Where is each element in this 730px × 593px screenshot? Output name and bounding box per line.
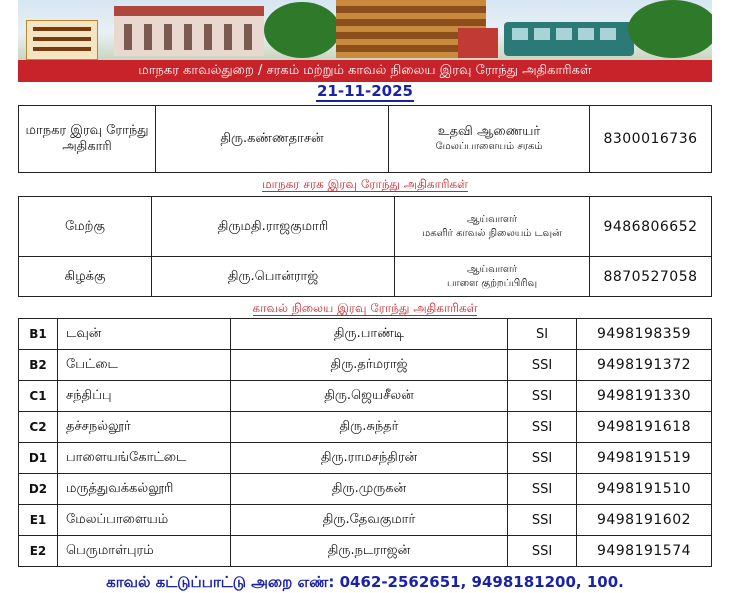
phone-number: 8300016736 <box>590 106 712 173</box>
station-name: பேட்டை <box>58 350 231 381</box>
police-logo-icon <box>26 20 98 60</box>
officer-name: திரு.ஜெயசீலன் <box>231 381 508 412</box>
table-row <box>19 381 712 412</box>
station-code: B2 <box>19 350 58 381</box>
officer-name: திரு.முருகன் <box>231 474 508 505</box>
header-banner-image <box>18 0 712 60</box>
tree-illustration <box>628 0 712 58</box>
station-code: E2 <box>19 536 58 567</box>
phone-number: 9498191574 <box>577 536 712 567</box>
station-officers-table <box>18 318 712 567</box>
station-name: தச்சநல்லூர் <box>58 412 231 443</box>
designation-cell <box>395 197 590 257</box>
location: மேலப்பாளையம் சரகம் <box>435 141 543 152</box>
officer-name: திரு.கண்ணதாசன் <box>156 106 389 173</box>
station-code: D2 <box>19 474 58 505</box>
table-row <box>19 106 712 173</box>
tree-illustration <box>264 2 340 58</box>
phone-number: 9498198359 <box>577 319 712 350</box>
officer-rank: SI <box>508 319 577 350</box>
phone-number: 9498191618 <box>577 412 712 443</box>
station-code: E1 <box>19 505 58 536</box>
building-illustration <box>114 6 264 56</box>
phone-number: 9498191602 <box>577 505 712 536</box>
station-name: பெருமாள்புரம் <box>58 536 231 567</box>
officer-rank: SSI <box>508 474 577 505</box>
section-title: காவல் நிலைய இரவு ரோந்து அதிகாரிகள் <box>252 301 478 315</box>
control-room-footer <box>0 573 730 593</box>
section-title: மாநகர சரக இரவு ரோந்து அதிகாரிகள் <box>262 177 468 191</box>
designation: ஆய்வாளர் <box>466 263 518 275</box>
officer-name: திரு.பாண்டி <box>231 319 508 350</box>
officer-name: திரு.பொன்ராஜ் <box>152 257 395 297</box>
officer-name: திரு.ராமசந்திரன் <box>231 443 508 474</box>
phone-number: 9498191510 <box>577 474 712 505</box>
designation-cell <box>395 257 590 297</box>
phone-number: 8870527058 <box>590 257 712 297</box>
station-code: D1 <box>19 443 58 474</box>
range-officers-table <box>18 196 712 297</box>
table-row <box>19 443 712 474</box>
officer-name: திரு.தர்மராஜ் <box>231 350 508 381</box>
station-name: டவுன் <box>58 319 231 350</box>
phone-number: 9498191372 <box>577 350 712 381</box>
table-row <box>19 319 712 350</box>
table-row <box>19 412 712 443</box>
table-row <box>19 505 712 536</box>
officer-rank: SSI <box>508 350 577 381</box>
city-officer-table <box>18 105 712 173</box>
location: பாளை குற்றப்பிரிவு <box>446 277 538 289</box>
footer-numbers: 0462-2562651, 9498181200, 100. <box>339 573 624 591</box>
officer-name: திரு.தேவகுமார் <box>231 505 508 536</box>
location: மகளிர் காவல் நிலையம் டவுன் <box>422 227 562 239</box>
station-name: சந்திப்பு <box>58 381 231 412</box>
officer-name: திரு.சுந்தர் <box>231 412 508 443</box>
phone-number: 9486806652 <box>590 197 712 257</box>
range-name: கிழக்கு <box>19 257 152 297</box>
sign-illustration <box>458 28 498 58</box>
station-code: B1 <box>19 319 58 350</box>
station-name: மேலப்பாளையம் <box>58 505 231 536</box>
designation: ஆய்வாளர் <box>466 213 518 225</box>
station-code: C2 <box>19 412 58 443</box>
officer-rank: SSI <box>508 381 577 412</box>
page-title: மாநகர காவல்துறை / சரகம் மற்றும் காவல் நிலைய இரவு ரோந்து அதிகாரிகள் <box>18 60 712 82</box>
range-name: மேற்கு <box>19 197 152 257</box>
designation: உதவி ஆணையர் <box>437 124 541 139</box>
officer-name: திரு.நடராஜன் <box>231 536 508 567</box>
report-date: 21-11-2025 <box>317 82 413 100</box>
table-row <box>19 474 712 505</box>
designation-cell <box>389 106 590 173</box>
officer-name: திருமதி.ராஜகுமாரி <box>152 197 395 257</box>
station-name: மருத்துவக்கல்லூரி <box>58 474 231 505</box>
table-row <box>19 197 712 257</box>
phone-number: 9498191330 <box>577 381 712 412</box>
footer-label: காவல் கட்டுப்பாட்டு அறை எண்: <box>106 573 335 591</box>
phone-number: 9498191519 <box>577 443 712 474</box>
officer-rank: SSI <box>508 443 577 474</box>
station-code: C1 <box>19 381 58 412</box>
role-cell: மாநகர இரவு ரோந்து அதிகாரி <box>19 106 156 173</box>
bus-illustration <box>504 22 634 56</box>
officer-rank: SSI <box>508 536 577 567</box>
station-name: பாளையங்கோட்டை <box>58 443 231 474</box>
officer-rank: SSI <box>508 412 577 443</box>
table-row <box>19 257 712 297</box>
table-row <box>19 536 712 567</box>
officer-rank: SSI <box>508 505 577 536</box>
table-row <box>19 350 712 381</box>
